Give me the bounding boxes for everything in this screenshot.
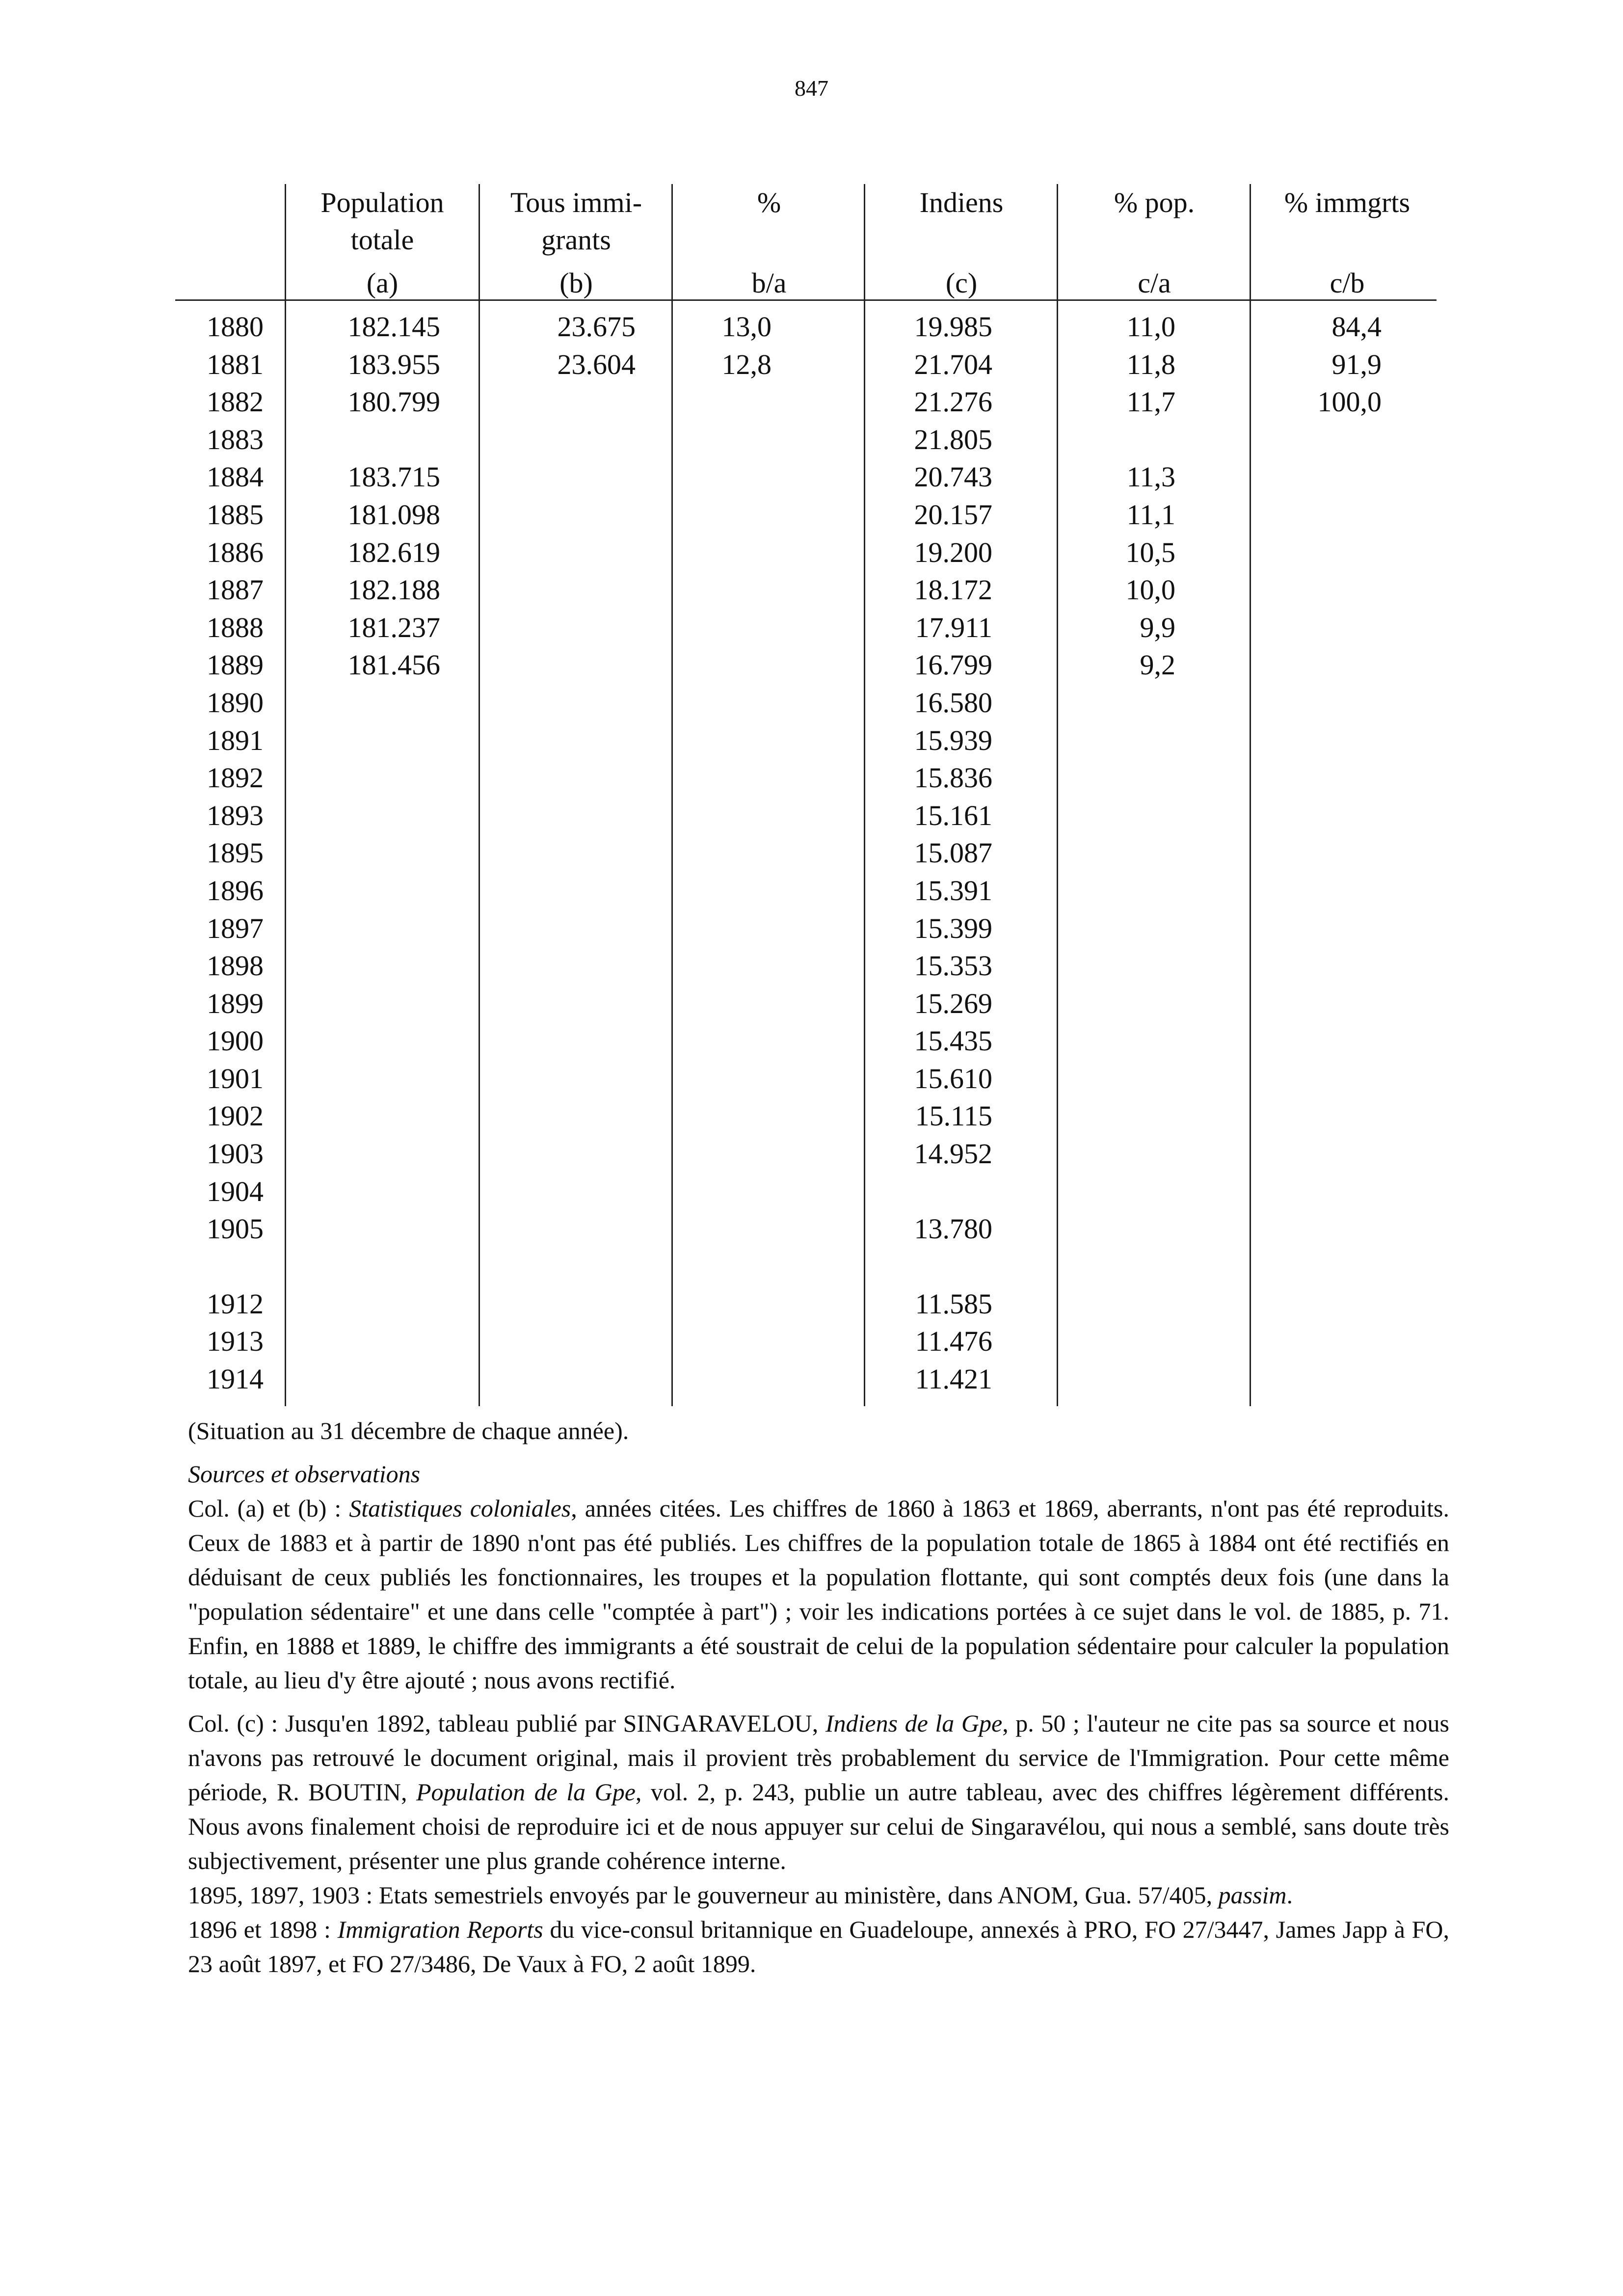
column-header-sub: c/a <box>1138 267 1171 299</box>
table-cell <box>575 947 772 985</box>
table-cell <box>1185 759 1382 797</box>
table-row <box>175 722 1437 760</box>
year-cell: 1891 <box>207 724 264 756</box>
table-cell <box>979 421 1175 459</box>
year-cell: 1893 <box>207 799 264 831</box>
table-cell <box>1185 797 1382 835</box>
column-header-text <box>865 221 1058 259</box>
table-cell <box>979 759 1175 797</box>
table-header <box>175 184 1437 302</box>
table-cell <box>979 947 1175 985</box>
table-row <box>175 872 1437 910</box>
situation-note: (Situation au 31 décembre de chaque année). <box>188 1417 629 1444</box>
table-cell <box>244 985 440 1023</box>
year-cell: 1887 <box>207 574 264 606</box>
note-paragraph: Col. (c) : Jusqu'en 1892, tableau publié par SINGARAVELOU, Indiens de la Gpe, p. 50 ; l'auteur ne cite pas sa source et nous n'avons pas retrouvé le document original, mais il provient très probablement du service de l'Immigration. Pour cette même période, R. BOUTIN, Population de la Gpe, vol. 2, p. 243, publie un autre tableau, avec des chiffres légèrement différents. Nous avons finalement choisi de reproduire ici et de nous appuyer sur celui de Singaravélou, qui nous a semblé, sans doute très subjectivement, présenter une plus grande cohérence interne. <box>188 1709 1449 1874</box>
table-cell <box>1185 646 1382 684</box>
table-cell <box>979 985 1175 1023</box>
table-row <box>175 496 1437 534</box>
table-cell <box>244 947 440 985</box>
table-cell: 180.799 <box>347 386 440 418</box>
column-header-text: totale <box>350 224 414 256</box>
table-cell: 15.435 <box>914 1025 992 1057</box>
year-cell: 1898 <box>207 950 264 982</box>
column-header-text <box>1058 221 1251 259</box>
table-cell <box>244 684 440 722</box>
table-cell <box>1185 609 1382 647</box>
table-cell <box>244 834 440 872</box>
table-cell <box>979 1097 1175 1135</box>
year-cell: 1892 <box>207 762 264 794</box>
table-row <box>175 1173 1437 1211</box>
table-cell <box>244 1060 440 1098</box>
table-cell <box>575 910 772 948</box>
table-cell <box>979 834 1175 872</box>
year-cell: 1902 <box>207 1100 264 1132</box>
table-cell: 17.911 <box>915 611 992 643</box>
table-cell <box>575 383 772 421</box>
table-cell: 12,8 <box>721 348 772 380</box>
column-header-sub <box>175 265 264 302</box>
table-cell <box>244 1210 440 1248</box>
table-cell: 181.456 <box>347 649 440 681</box>
table-cell <box>1185 496 1382 534</box>
table-cell <box>575 759 772 797</box>
table-cell: 11,0 <box>1126 311 1175 343</box>
table-row <box>175 646 1437 684</box>
table-row <box>175 684 1437 722</box>
table-cell: 11.421 <box>915 1363 992 1395</box>
column-header-text: % pop. <box>1114 187 1195 218</box>
column-header <box>865 184 1058 302</box>
table-cell <box>1185 1285 1382 1323</box>
notes <box>188 1414 1449 1981</box>
table-cell <box>575 1361 772 1398</box>
table-cell: 183.715 <box>347 461 440 493</box>
table-cell <box>575 1097 772 1135</box>
table-cell <box>575 534 772 572</box>
year-cell: 1897 <box>207 912 264 944</box>
table-cell <box>979 684 1175 722</box>
table-cell: 11,8 <box>1126 348 1175 380</box>
note-paragraph: Col. (a) et (b) : Statistiques coloniales, années citées. Les chiffres de 1860 à 1863 et 1869, aberrants, n'ont pas été reproduits. Ceux de 1883 et à partir de 1890 n'ont pas été publiés. Les chiffres de la population totale de 1865 à 1884 ont été rectifiés en déduisant de ceux publiés les fonctionnaires, les troupes et la population flottante, qui sont comptés deux fois (une dans la "population sédentaire" et une dans celle "comptée à part") ; voir les indications portées à ce sujet dans le vol. de 1885, p. 71. Enfin, en 1888 et 1889, le chiffre des immigrants a été soustrait de celui de la population sédentaire pour calculer la population totale, au lieu d'y être ajouté ; nous avons rectifié. <box>188 1495 1449 1694</box>
table-cell: 21.805 <box>914 423 992 455</box>
table-cell <box>575 834 772 872</box>
table-cell <box>1185 534 1382 572</box>
table-cell <box>575 571 772 609</box>
column-header-text <box>175 221 264 259</box>
table-cell: 21.704 <box>914 348 992 380</box>
table-row <box>175 947 1437 985</box>
column-header-sub: c/b <box>1330 267 1365 299</box>
table-cell <box>1185 684 1382 722</box>
table-cell <box>1185 458 1382 496</box>
table-cell: 15.391 <box>914 874 992 907</box>
table-cell <box>1185 872 1382 910</box>
table-cell <box>244 1173 440 1211</box>
year-cell: 1883 <box>207 423 264 455</box>
year-cell: 1888 <box>207 611 264 643</box>
table-cell <box>1185 947 1382 985</box>
table-row <box>175 1285 1437 1323</box>
table-cell: 10,5 <box>1125 536 1175 568</box>
table-cell <box>979 1285 1175 1323</box>
table-cell <box>244 797 440 835</box>
year-cell: 1889 <box>207 649 264 681</box>
table-cell: 20.743 <box>914 461 992 493</box>
year-cell: 1885 <box>207 498 264 531</box>
table-cell <box>979 1210 1175 1248</box>
table-row <box>175 458 1437 496</box>
table-cell: 11,1 <box>1126 498 1175 531</box>
table-row <box>175 609 1437 647</box>
column-header <box>673 184 865 302</box>
table-cell <box>1185 910 1382 948</box>
table-cell: 19.985 <box>914 311 992 343</box>
table-cell: 15.399 <box>914 912 992 944</box>
column-header-text: Indiens <box>919 187 1004 218</box>
table-row <box>175 985 1437 1023</box>
column-header <box>286 184 479 302</box>
table-cell <box>575 872 772 910</box>
year-cell: 1882 <box>207 386 264 418</box>
table-row <box>175 1135 1437 1173</box>
table-cell <box>244 1323 440 1361</box>
table-cell <box>979 797 1175 835</box>
column-header-sub: (b) <box>559 267 593 299</box>
table-cell <box>1185 1022 1382 1060</box>
column-header-text: grants <box>541 224 611 256</box>
column-header-sub: (a) <box>366 267 399 299</box>
table-cell: 181.098 <box>347 498 440 531</box>
table-row <box>175 1060 1437 1098</box>
table-cell <box>1185 571 1382 609</box>
year-cell: 1914 <box>207 1363 264 1395</box>
table-cell <box>979 722 1175 760</box>
year-cell: 1896 <box>207 874 264 907</box>
table-cell: 91,9 <box>1331 348 1382 380</box>
table-cell: 13.780 <box>914 1213 992 1245</box>
table-row <box>175 797 1437 835</box>
table-cell <box>979 1060 1175 1098</box>
table-cell: 16.799 <box>914 649 992 681</box>
table-cell: 16.580 <box>914 686 992 719</box>
table-cell: 21.276 <box>914 386 992 418</box>
table-cell <box>575 421 772 459</box>
sources-title: Sources et observations <box>188 1460 421 1488</box>
header-rule <box>175 299 1437 301</box>
table-row <box>175 1361 1437 1398</box>
table-cell <box>575 1285 772 1323</box>
table-cell: 13,0 <box>721 311 772 343</box>
table-cell: 15.115 <box>915 1100 992 1132</box>
table-row <box>175 1323 1437 1361</box>
year-cell: 1880 <box>207 311 264 343</box>
table-cell <box>575 609 772 647</box>
table-cell <box>979 910 1175 948</box>
data-table <box>175 184 1437 302</box>
table-body <box>175 308 1437 1398</box>
table-cell <box>575 1135 772 1173</box>
table-cell <box>575 1323 772 1361</box>
table-cell: 15.836 <box>914 762 992 794</box>
table-cell <box>575 1173 772 1211</box>
column-header-text: Population <box>320 187 444 218</box>
table-row <box>175 383 1437 421</box>
table-cell <box>575 985 772 1023</box>
column-header-text <box>175 184 264 221</box>
table-cell <box>1185 985 1382 1023</box>
table-cell <box>244 759 440 797</box>
table-cell <box>1185 1361 1382 1398</box>
table-cell <box>796 1173 992 1211</box>
column-header-text: % <box>757 187 781 218</box>
page-number: 847 <box>795 76 828 101</box>
year-cell: 1886 <box>207 536 264 568</box>
table-cell <box>979 1361 1175 1398</box>
table-row <box>175 834 1437 872</box>
table-cell: 15.087 <box>914 837 992 869</box>
table-cell: 11.585 <box>915 1287 992 1320</box>
table-cell <box>244 872 440 910</box>
table-cell: 10,0 <box>1125 574 1175 606</box>
table-row <box>175 759 1437 797</box>
table-cell: 18.172 <box>914 574 992 606</box>
year-cell: 1890 <box>207 686 264 719</box>
table-cell <box>244 421 440 459</box>
year-cell: 1899 <box>207 987 264 1019</box>
table-cell <box>1185 1173 1382 1211</box>
table-cell: 23.675 <box>557 311 636 343</box>
column-header-text <box>1251 221 1443 259</box>
table-cell <box>244 722 440 760</box>
table-cell <box>575 458 772 496</box>
table-row <box>175 1022 1437 1060</box>
table-cell: 9,9 <box>1140 611 1175 643</box>
table-cell <box>1185 1210 1382 1248</box>
year-cell: 1881 <box>207 348 264 380</box>
table-cell: 100,0 <box>1317 386 1382 418</box>
table-row <box>175 421 1437 459</box>
year-cell: 1905 <box>207 1213 264 1245</box>
table-cell: 14.952 <box>914 1138 992 1170</box>
column-header-sub: (c) <box>945 267 978 299</box>
table-row <box>175 534 1437 572</box>
table-cell <box>575 684 772 722</box>
column-header-sub: b/a <box>751 267 787 299</box>
table-cell: 181.237 <box>347 611 440 643</box>
table-cell <box>1185 722 1382 760</box>
table-cell: 19.200 <box>914 536 992 568</box>
table-row <box>175 910 1437 948</box>
table-cell <box>1185 421 1382 459</box>
year-cell: 1900 <box>207 1025 264 1057</box>
table-cell: 84,4 <box>1331 311 1382 343</box>
table-cell <box>1185 1060 1382 1098</box>
table-cell <box>1185 1097 1382 1135</box>
table-row <box>175 308 1437 346</box>
table-cell <box>1185 834 1382 872</box>
table-cell <box>575 1210 772 1248</box>
table-cell: 11,7 <box>1126 386 1175 418</box>
table-cell <box>1185 1135 1382 1173</box>
column-header-text <box>673 221 865 259</box>
table-cell <box>979 1135 1175 1173</box>
year-cell: 1912 <box>207 1287 264 1320</box>
year-cell: 1884 <box>207 461 264 493</box>
column-header-text: % immgrts <box>1284 187 1410 218</box>
table-cell: 182.619 <box>347 536 440 568</box>
column-header <box>1251 184 1443 302</box>
table-row <box>175 1210 1437 1248</box>
table-cell: 182.145 <box>347 311 440 343</box>
table-cell <box>575 797 772 835</box>
column-header-text: Tous immi- <box>510 187 642 218</box>
note-paragraph: 1895, 1897, 1903 : Etats semestriels envoyés par le gouverneur au ministère, dans ANOM, Gua. 57/405, passim. <box>188 1881 1293 1909</box>
table-cell <box>244 1097 440 1135</box>
table-cell <box>979 872 1175 910</box>
table-row <box>175 346 1437 384</box>
table-cell: 15.610 <box>914 1062 992 1095</box>
note-paragraph: 1896 et 1898 : Immigration Reports du vice-consul britannique en Guadeloupe, annexés à PRO, FO 27/3447, James Japp à FO, 23 août 1897, et FO 27/3486, De Vaux à FO, 2 août 1899. <box>188 1916 1450 1977</box>
column-header <box>175 184 264 302</box>
year-cell: 1904 <box>207 1175 264 1207</box>
table-cell: 183.955 <box>347 348 440 380</box>
table-cell <box>979 1323 1175 1361</box>
table-cell <box>244 1285 440 1323</box>
table-cell <box>244 1135 440 1173</box>
column-header <box>480 184 672 302</box>
table-cell: 11,3 <box>1126 461 1175 493</box>
table-cell: 15.269 <box>914 987 992 1019</box>
table-row <box>175 1097 1437 1135</box>
table-cell: 11.476 <box>915 1325 992 1358</box>
table-cell <box>979 1022 1175 1060</box>
table-cell <box>979 1173 1175 1211</box>
table-cell <box>575 646 772 684</box>
column-header <box>1058 184 1251 302</box>
table-cell: 20.157 <box>914 498 992 531</box>
year-cell: 1895 <box>207 837 264 869</box>
table-cell: 15.939 <box>914 724 992 756</box>
table-cell: 15.161 <box>914 799 992 831</box>
table-cell: 182.188 <box>347 574 440 606</box>
table-cell: 15.353 <box>914 950 992 982</box>
year-cell: 1901 <box>207 1062 264 1095</box>
table-row <box>175 571 1437 609</box>
table-cell <box>575 496 772 534</box>
table-cell <box>575 722 772 760</box>
table-cell <box>244 910 440 948</box>
table-cell <box>1185 1323 1382 1361</box>
table-cell <box>575 1022 772 1060</box>
table-cell: 23.604 <box>557 348 636 380</box>
year-cell: 1913 <box>207 1325 264 1358</box>
table-cell <box>244 1022 440 1060</box>
table-cell: 9,2 <box>1140 649 1175 681</box>
table-cell <box>244 1361 440 1398</box>
year-cell: 1903 <box>207 1138 264 1170</box>
table-cell <box>575 1060 772 1098</box>
